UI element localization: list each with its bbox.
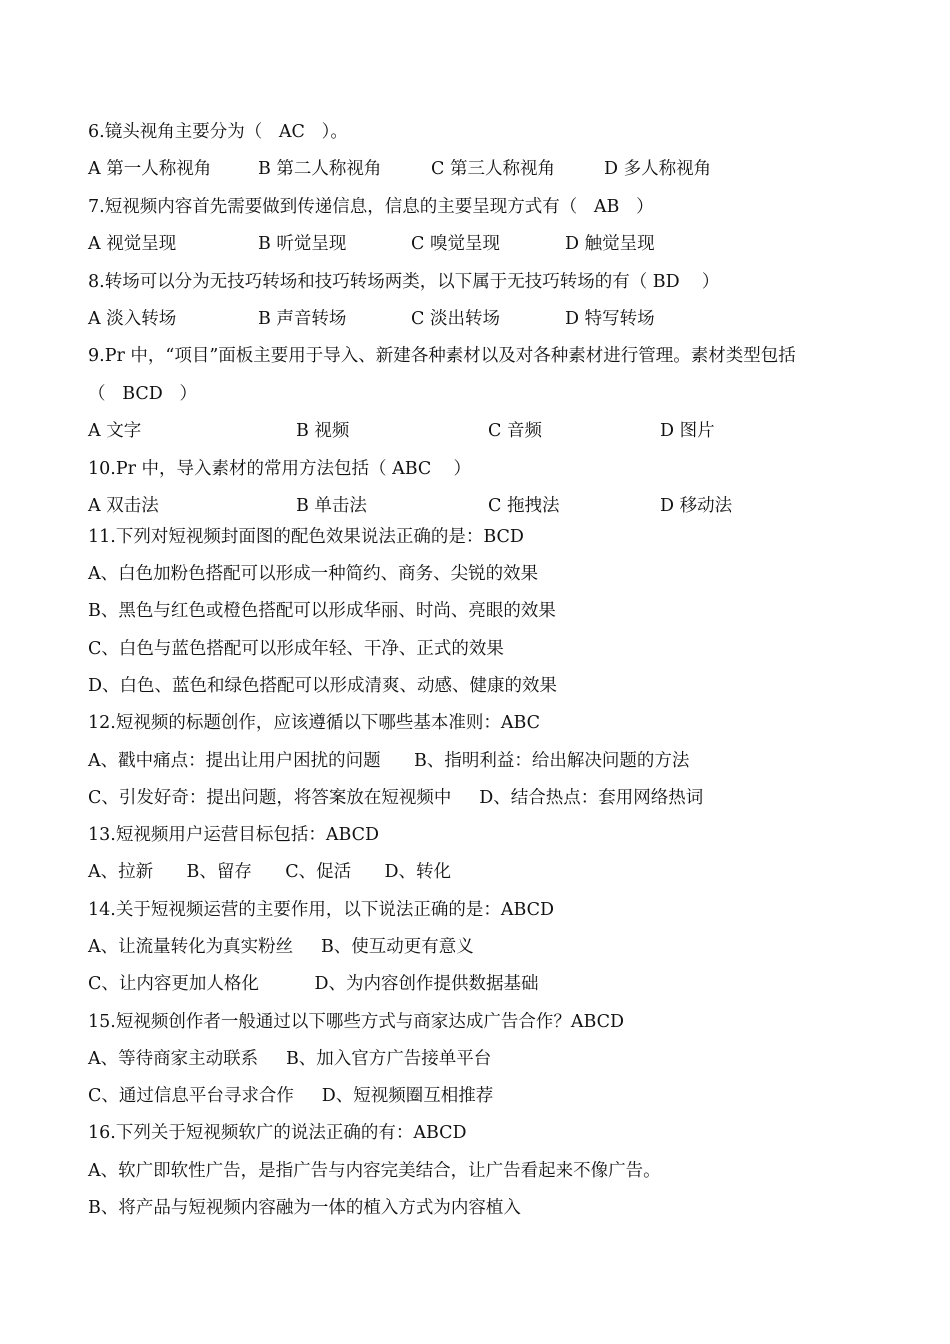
options-7	[88, 232, 908, 256]
option-d: D 图片	[660, 421, 715, 441]
option-a: A、白色加粉色搭配可以形成一种简约、商务、尖锐的效果	[88, 564, 539, 584]
option-d: D 移动法	[660, 496, 733, 516]
option-b: B、黑色与红色或橙色搭配可以形成华丽、时尚、亮眼的效果	[88, 601, 556, 621]
option-a: A 第一人称视角	[88, 159, 212, 179]
option-b: B、将产品与短视频内容融为一体的植入方式为内容植入	[88, 1198, 521, 1218]
options-cd: C、让内容更加人格化 D、为内容创作提供数据基础	[88, 974, 539, 994]
options-ab: A、戳中痛点：提出让用户困扰的问题 B、指明利益：给出解决问题的方法	[88, 751, 690, 771]
option-a: A、软广即软性广告，是指广告与内容完美结合，让广告看起来不像广告。	[88, 1161, 661, 1181]
options-9	[88, 419, 908, 443]
options-ab: A、等待商家主动联系 B、加入官方广告接单平台	[88, 1049, 492, 1069]
option-a: A 淡入转场	[88, 309, 177, 329]
question-8: 8.转场可以分为无技巧转场和技巧转场两类，以下属于无技巧转场的有（ BD ）	[88, 272, 720, 292]
option-d: D 触觉呈现	[565, 234, 655, 254]
option-d: D 特写转场	[565, 309, 655, 329]
option-c: C 嗅觉呈现	[411, 234, 500, 254]
question-6: 6.镜头视角主要分为（ AC ）。	[88, 122, 348, 142]
question-7: 7.短视频内容首先需要做到传递信息，信息的主要呈现方式有（ AB ）	[88, 197, 654, 217]
question-11: 11.下列对短视频封面图的配色效果说法正确的是：BCD	[88, 527, 524, 547]
option-d: D 多人称视角	[604, 159, 712, 179]
option-b: B 听觉呈现	[258, 234, 347, 254]
option-c: C、白色与蓝色搭配可以形成年轻、干净、正式的效果	[88, 639, 504, 659]
question-9-answer: （ BCD ）	[88, 384, 197, 404]
question-13: 13.短视频用户运营目标包括：ABCD	[88, 825, 380, 845]
options-10	[88, 494, 908, 518]
option-b: B 第二人称视角	[258, 159, 382, 179]
question-10: 10.Pr 中，导入素材的常用方法包括（ ABC ）	[88, 459, 472, 479]
question-14: 14.关于短视频运营的主要作用，以下说法正确的是：ABCD	[88, 900, 555, 920]
options-cd: C、通过信息平台寻求合作 D、短视频圈互相推荐	[88, 1086, 494, 1106]
option-d: D、白色、蓝色和绿色搭配可以形成清爽、动感、健康的效果	[88, 676, 558, 696]
options-13: A、拉新 B、留存 C、促活 D、转化	[88, 862, 452, 882]
option-c: C 音频	[488, 421, 542, 441]
option-c: C 拖拽法	[488, 496, 560, 516]
option-b: B 声音转场	[258, 309, 347, 329]
options-8	[88, 307, 908, 331]
options-ab: A、让流量转化为真实粉丝 B、使互动更有意义	[88, 937, 474, 957]
option-b: B 单击法	[296, 496, 367, 516]
option-a: A 视觉呈现	[88, 234, 177, 254]
options-6	[88, 157, 908, 181]
option-a: A 双击法	[88, 496, 159, 516]
option-c: C 淡出转场	[411, 309, 500, 329]
question-15: 15.短视频创作者一般通过以下哪些方式与商家达成广告合作？ABCD	[88, 1012, 625, 1032]
option-a: A 文字	[88, 421, 142, 441]
options-cd: C、引发好奇：提出问题，将答案放在短视频中 D、结合热点：套用网络热词	[88, 788, 704, 808]
option-b: B 视频	[296, 421, 350, 441]
option-c: C 第三人称视角	[431, 159, 555, 179]
question-16: 16.下列关于短视频软广的说法正确的有：ABCD	[88, 1123, 467, 1143]
question-12: 12.短视频的标题创作，应该遵循以下哪些基本准则：ABC	[88, 713, 541, 733]
question-9: 9.Pr 中，“项目”面板主要用于导入、新建各种素材以及对各种素材进行管理。素材类型包括	[88, 346, 796, 366]
